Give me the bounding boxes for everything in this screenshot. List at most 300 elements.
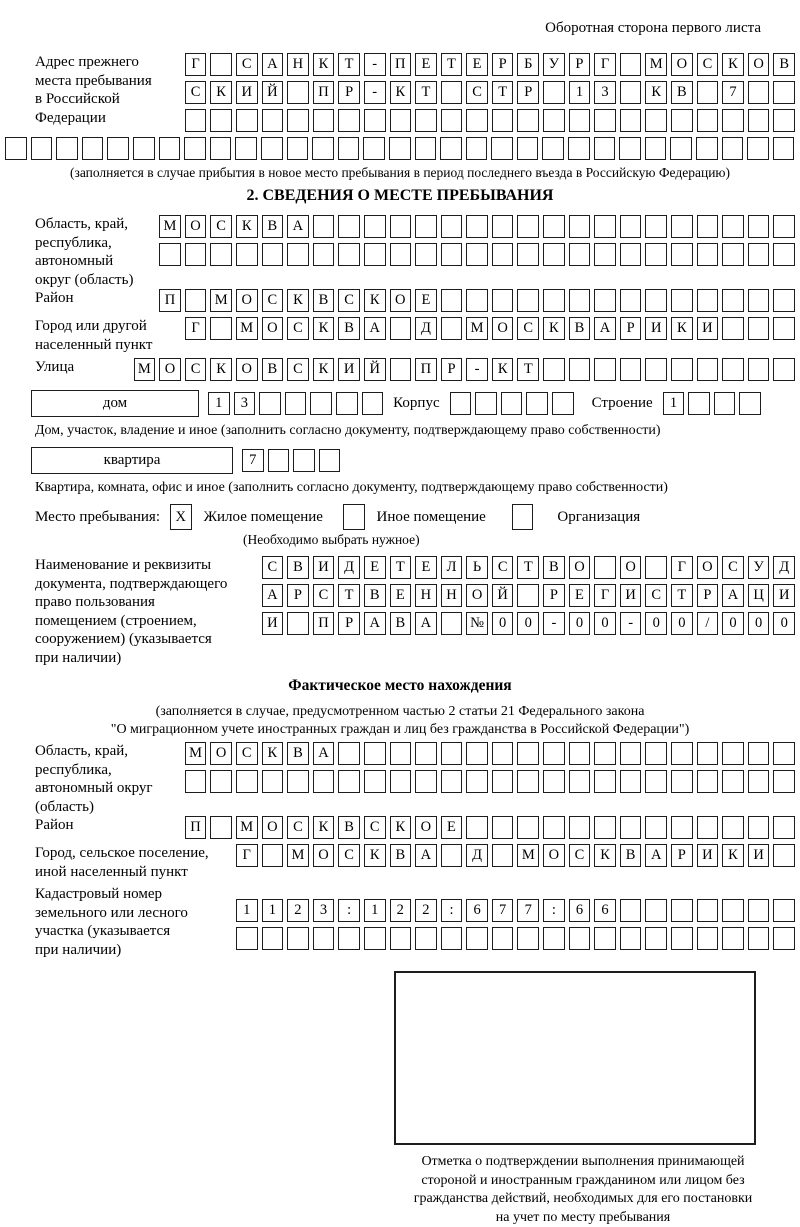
- char-cell[interactable]: [594, 816, 616, 839]
- char-cell[interactable]: 0: [645, 612, 667, 635]
- char-cell[interactable]: [645, 358, 667, 381]
- char-cell[interactable]: Б: [517, 53, 539, 76]
- char-cell[interactable]: С: [262, 556, 284, 579]
- char-cell[interactable]: К: [313, 53, 335, 76]
- char-cell[interactable]: [466, 927, 488, 950]
- char-cell[interactable]: М: [134, 358, 156, 381]
- char-cell[interactable]: [362, 392, 384, 415]
- char-cell[interactable]: Е: [569, 584, 591, 607]
- char-cell[interactable]: [364, 742, 386, 765]
- char-cell[interactable]: [569, 816, 591, 839]
- char-cell[interactable]: [748, 81, 770, 104]
- char-cell[interactable]: [620, 742, 642, 765]
- char-cell[interactable]: Т: [671, 584, 693, 607]
- char-cell[interactable]: [390, 770, 412, 793]
- char-cell[interactable]: [543, 215, 565, 238]
- char-cell[interactable]: [441, 742, 463, 765]
- char-cell[interactable]: [262, 927, 284, 950]
- char-cell[interactable]: С: [185, 358, 207, 381]
- char-cell[interactable]: 0: [517, 612, 539, 635]
- char-cell[interactable]: [542, 137, 564, 160]
- char-cell[interactable]: О: [569, 556, 591, 579]
- char-cell[interactable]: [313, 770, 335, 793]
- char-cell[interactable]: О: [748, 53, 770, 76]
- char-cell[interactable]: [338, 770, 360, 793]
- char-cell[interactable]: О: [159, 358, 181, 381]
- char-cell[interactable]: [466, 289, 488, 312]
- char-cell[interactable]: [645, 243, 667, 266]
- char-cell[interactable]: В: [390, 844, 412, 867]
- char-cell[interactable]: [107, 137, 129, 160]
- char-cell[interactable]: О: [313, 844, 335, 867]
- char-cell[interactable]: [415, 109, 437, 132]
- char-cell[interactable]: К: [722, 53, 744, 76]
- char-cell[interactable]: Г: [185, 317, 207, 340]
- char-cell[interactable]: И: [313, 556, 335, 579]
- char-cell[interactable]: [697, 742, 719, 765]
- char-cell[interactable]: В: [287, 742, 309, 765]
- char-cell[interactable]: [569, 770, 591, 793]
- char-cell[interactable]: 2: [287, 899, 309, 922]
- char-cell[interactable]: Д: [466, 844, 488, 867]
- char-cell[interactable]: В: [313, 289, 335, 312]
- char-cell[interactable]: К: [262, 742, 284, 765]
- char-cell[interactable]: 0: [773, 612, 795, 635]
- char-cell[interactable]: 2: [415, 899, 437, 922]
- char-cell[interactable]: [620, 53, 642, 76]
- char-cell[interactable]: [517, 742, 539, 765]
- char-cell[interactable]: Е: [466, 53, 488, 76]
- char-cell[interactable]: Г: [594, 53, 616, 76]
- char-cell[interactable]: 0: [594, 612, 616, 635]
- char-cell[interactable]: 1: [208, 392, 230, 415]
- char-cell[interactable]: [390, 243, 412, 266]
- char-cell[interactable]: №: [466, 612, 488, 635]
- char-cell[interactable]: Р: [620, 317, 642, 340]
- char-cell[interactable]: [287, 927, 309, 950]
- char-cell[interactable]: [569, 289, 591, 312]
- char-cell[interactable]: [645, 927, 667, 950]
- char-cell[interactable]: 6: [594, 899, 616, 922]
- char-cell[interactable]: [390, 742, 412, 765]
- char-cell[interactable]: [441, 927, 463, 950]
- char-cell[interactable]: П: [415, 358, 437, 381]
- char-cell[interactable]: [441, 289, 463, 312]
- char-cell[interactable]: [773, 816, 795, 839]
- char-cell[interactable]: [722, 927, 744, 950]
- char-cell[interactable]: К: [364, 289, 386, 312]
- char-cell[interactable]: [645, 770, 667, 793]
- char-cell[interactable]: [569, 358, 591, 381]
- char-cell[interactable]: [594, 243, 616, 266]
- char-cell[interactable]: У: [543, 53, 565, 76]
- char-cell[interactable]: [620, 899, 642, 922]
- char-cell[interactable]: 3: [234, 392, 256, 415]
- char-cell[interactable]: 1: [262, 899, 284, 922]
- char-cell[interactable]: Р: [671, 844, 693, 867]
- char-cell[interactable]: [722, 358, 744, 381]
- char-cell[interactable]: [364, 927, 386, 950]
- char-cell[interactable]: Е: [415, 53, 437, 76]
- char-cell[interactable]: [159, 243, 181, 266]
- char-cell[interactable]: П: [313, 81, 335, 104]
- char-cell[interactable]: 3: [594, 81, 616, 104]
- char-cell[interactable]: И: [262, 612, 284, 635]
- char-cell[interactable]: [313, 215, 335, 238]
- char-cell[interactable]: [390, 358, 412, 381]
- char-cell[interactable]: С: [645, 584, 667, 607]
- char-cell[interactable]: С: [492, 556, 514, 579]
- char-cell[interactable]: [645, 109, 667, 132]
- char-cell[interactable]: В: [543, 556, 565, 579]
- char-cell[interactable]: Й: [492, 584, 514, 607]
- char-cell[interactable]: [517, 770, 539, 793]
- char-cell[interactable]: С: [287, 358, 309, 381]
- char-cell[interactable]: С: [466, 81, 488, 104]
- char-cell[interactable]: Р: [697, 584, 719, 607]
- char-cell[interactable]: С: [338, 844, 360, 867]
- char-cell[interactable]: [236, 770, 258, 793]
- char-cell[interactable]: [319, 449, 341, 472]
- char-cell[interactable]: 1: [663, 392, 685, 415]
- char-cell[interactable]: [739, 392, 761, 415]
- char-cell[interactable]: [748, 899, 770, 922]
- char-cell[interactable]: К: [313, 358, 335, 381]
- char-cell[interactable]: В: [262, 358, 284, 381]
- char-cell[interactable]: [722, 770, 744, 793]
- char-cell[interactable]: [773, 317, 795, 340]
- char-cell[interactable]: [310, 392, 332, 415]
- char-cell[interactable]: В: [390, 612, 412, 635]
- char-cell[interactable]: [390, 927, 412, 950]
- char-cell[interactable]: Т: [441, 53, 463, 76]
- char-cell[interactable]: [773, 81, 795, 104]
- char-cell[interactable]: Е: [390, 584, 412, 607]
- char-cell[interactable]: [671, 289, 693, 312]
- char-cell[interactable]: О: [210, 742, 232, 765]
- char-cell[interactable]: [568, 137, 590, 160]
- char-cell[interactable]: В: [338, 816, 360, 839]
- char-cell[interactable]: [543, 81, 565, 104]
- char-cell[interactable]: [466, 215, 488, 238]
- char-cell[interactable]: [313, 109, 335, 132]
- char-cell[interactable]: [697, 215, 719, 238]
- char-cell[interactable]: [159, 137, 181, 160]
- char-cell[interactable]: Е: [415, 556, 437, 579]
- char-cell[interactable]: П: [390, 53, 412, 76]
- char-cell[interactable]: [773, 137, 795, 160]
- char-cell[interactable]: [620, 81, 642, 104]
- char-cell[interactable]: А: [594, 317, 616, 340]
- char-cell[interactable]: [671, 742, 693, 765]
- char-cell[interactable]: Р: [287, 584, 309, 607]
- char-cell[interactable]: [722, 317, 744, 340]
- char-cell[interactable]: [441, 770, 463, 793]
- char-cell[interactable]: -: [466, 358, 488, 381]
- char-cell[interactable]: М: [236, 317, 258, 340]
- char-cell[interactable]: К: [543, 317, 565, 340]
- char-cell[interactable]: [773, 844, 795, 867]
- char-cell[interactable]: [492, 243, 514, 266]
- char-cell[interactable]: [620, 358, 642, 381]
- char-cell[interactable]: [492, 109, 514, 132]
- char-cell[interactable]: [262, 243, 284, 266]
- char-cell[interactable]: [441, 243, 463, 266]
- char-cell[interactable]: [287, 109, 309, 132]
- char-cell[interactable]: Г: [671, 556, 693, 579]
- char-cell[interactable]: [390, 109, 412, 132]
- char-cell[interactable]: [268, 449, 290, 472]
- char-cell[interactable]: [313, 243, 335, 266]
- char-cell[interactable]: [338, 742, 360, 765]
- char-cell[interactable]: [466, 770, 488, 793]
- char-cell[interactable]: А: [262, 53, 284, 76]
- char-cell[interactable]: К: [210, 81, 232, 104]
- char-cell[interactable]: [338, 109, 360, 132]
- char-cell[interactable]: А: [364, 317, 386, 340]
- char-cell[interactable]: С: [313, 584, 335, 607]
- char-cell[interactable]: Р: [338, 81, 360, 104]
- char-cell[interactable]: [773, 358, 795, 381]
- char-cell[interactable]: Г: [185, 53, 207, 76]
- char-cell[interactable]: А: [262, 584, 284, 607]
- char-cell[interactable]: А: [287, 215, 309, 238]
- char-cell[interactable]: [697, 243, 719, 266]
- char-cell[interactable]: [620, 816, 642, 839]
- char-cell[interactable]: Л: [441, 556, 463, 579]
- char-cell[interactable]: [450, 392, 472, 415]
- checkbox-residential[interactable]: X: [170, 504, 192, 530]
- char-cell[interactable]: [517, 927, 539, 950]
- char-cell[interactable]: С: [517, 317, 539, 340]
- char-cell[interactable]: М: [466, 317, 488, 340]
- char-cell[interactable]: [526, 392, 548, 415]
- char-cell[interactable]: [594, 109, 616, 132]
- char-cell[interactable]: [722, 215, 744, 238]
- char-cell[interactable]: [569, 109, 591, 132]
- char-cell[interactable]: [364, 109, 386, 132]
- char-cell[interactable]: [594, 137, 616, 160]
- char-cell[interactable]: [773, 770, 795, 793]
- char-cell[interactable]: [287, 612, 309, 635]
- char-cell[interactable]: /: [697, 612, 719, 635]
- char-cell[interactable]: О: [262, 816, 284, 839]
- char-cell[interactable]: [696, 137, 718, 160]
- char-cell[interactable]: [262, 770, 284, 793]
- char-cell[interactable]: [441, 317, 463, 340]
- char-cell[interactable]: [363, 137, 385, 160]
- char-cell[interactable]: [543, 927, 565, 950]
- char-cell[interactable]: 6: [569, 899, 591, 922]
- char-cell[interactable]: [594, 358, 616, 381]
- char-cell[interactable]: 0: [722, 612, 744, 635]
- char-cell[interactable]: [466, 742, 488, 765]
- char-cell[interactable]: О: [415, 816, 437, 839]
- char-cell[interactable]: 1: [364, 899, 386, 922]
- char-cell[interactable]: [466, 137, 488, 160]
- char-cell[interactable]: К: [236, 215, 258, 238]
- char-cell[interactable]: [82, 137, 104, 160]
- char-cell[interactable]: Т: [415, 81, 437, 104]
- char-cell[interactable]: [697, 899, 719, 922]
- char-cell[interactable]: [313, 927, 335, 950]
- char-cell[interactable]: -: [543, 612, 565, 635]
- char-cell[interactable]: О: [390, 289, 412, 312]
- char-cell[interactable]: [261, 137, 283, 160]
- char-cell[interactable]: Е: [364, 556, 386, 579]
- char-cell[interactable]: К: [390, 816, 412, 839]
- char-cell[interactable]: 0: [748, 612, 770, 635]
- char-cell[interactable]: [338, 927, 360, 950]
- char-cell[interactable]: [31, 137, 53, 160]
- char-cell[interactable]: [620, 927, 642, 950]
- char-cell[interactable]: Й: [262, 81, 284, 104]
- char-cell[interactable]: О: [620, 556, 642, 579]
- char-cell[interactable]: [441, 81, 463, 104]
- char-cell[interactable]: [773, 742, 795, 765]
- char-cell[interactable]: Н: [415, 584, 437, 607]
- char-cell[interactable]: Е: [441, 816, 463, 839]
- char-cell[interactable]: [210, 770, 232, 793]
- char-cell[interactable]: [722, 742, 744, 765]
- char-cell[interactable]: [697, 81, 719, 104]
- char-cell[interactable]: К: [671, 317, 693, 340]
- char-cell[interactable]: [185, 289, 207, 312]
- char-cell[interactable]: [338, 243, 360, 266]
- char-cell[interactable]: [620, 109, 642, 132]
- char-cell[interactable]: [517, 137, 539, 160]
- char-cell[interactable]: С: [236, 53, 258, 76]
- char-cell[interactable]: Т: [517, 358, 539, 381]
- char-cell[interactable]: О: [697, 556, 719, 579]
- char-cell[interactable]: [185, 109, 207, 132]
- char-cell[interactable]: С: [697, 53, 719, 76]
- char-cell[interactable]: [415, 927, 437, 950]
- char-cell[interactable]: [441, 612, 463, 635]
- char-cell[interactable]: [236, 927, 258, 950]
- char-cell[interactable]: [722, 816, 744, 839]
- char-cell[interactable]: 7: [492, 899, 514, 922]
- char-cell[interactable]: [671, 358, 693, 381]
- char-cell[interactable]: [517, 243, 539, 266]
- char-cell[interactable]: [262, 109, 284, 132]
- char-cell[interactable]: [645, 899, 667, 922]
- char-cell[interactable]: [543, 816, 565, 839]
- char-cell[interactable]: [773, 109, 795, 132]
- char-cell[interactable]: С: [210, 215, 232, 238]
- char-cell[interactable]: [552, 392, 574, 415]
- char-cell[interactable]: [543, 109, 565, 132]
- char-cell[interactable]: [543, 770, 565, 793]
- char-cell[interactable]: [492, 289, 514, 312]
- char-cell[interactable]: А: [313, 742, 335, 765]
- char-cell[interactable]: М: [517, 844, 539, 867]
- char-cell[interactable]: [748, 358, 770, 381]
- char-cell[interactable]: 2: [390, 899, 412, 922]
- char-cell[interactable]: 7: [722, 81, 744, 104]
- char-cell[interactable]: И: [236, 81, 258, 104]
- char-cell[interactable]: Т: [390, 556, 412, 579]
- char-cell[interactable]: [293, 449, 315, 472]
- char-cell[interactable]: [210, 243, 232, 266]
- char-cell[interactable]: [492, 844, 514, 867]
- char-cell[interactable]: [773, 243, 795, 266]
- char-cell[interactable]: [543, 289, 565, 312]
- char-cell[interactable]: Н: [287, 53, 309, 76]
- char-cell[interactable]: [56, 137, 78, 160]
- char-cell[interactable]: [336, 392, 358, 415]
- char-cell[interactable]: К: [364, 844, 386, 867]
- char-cell[interactable]: [133, 137, 155, 160]
- char-cell[interactable]: Р: [569, 53, 591, 76]
- char-cell[interactable]: С: [722, 556, 744, 579]
- char-cell[interactable]: [185, 243, 207, 266]
- char-cell[interactable]: [688, 392, 710, 415]
- char-cell[interactable]: [697, 109, 719, 132]
- char-cell[interactable]: А: [645, 844, 667, 867]
- char-cell[interactable]: [517, 215, 539, 238]
- char-cell[interactable]: [415, 742, 437, 765]
- char-cell[interactable]: К: [722, 844, 744, 867]
- char-cell[interactable]: [415, 215, 437, 238]
- char-cell[interactable]: [210, 816, 232, 839]
- char-cell[interactable]: [748, 770, 770, 793]
- char-cell[interactable]: Р: [441, 358, 463, 381]
- char-cell[interactable]: С: [262, 289, 284, 312]
- char-cell[interactable]: [670, 137, 692, 160]
- char-cell[interactable]: [441, 844, 463, 867]
- char-cell[interactable]: [440, 137, 462, 160]
- char-cell[interactable]: [364, 770, 386, 793]
- char-cell[interactable]: [475, 392, 497, 415]
- char-cell[interactable]: 7: [517, 899, 539, 922]
- char-cell[interactable]: [517, 289, 539, 312]
- char-cell[interactable]: [235, 137, 257, 160]
- char-cell[interactable]: В: [569, 317, 591, 340]
- char-cell[interactable]: [748, 927, 770, 950]
- char-cell[interactable]: [671, 927, 693, 950]
- char-cell[interactable]: [415, 243, 437, 266]
- char-cell[interactable]: К: [210, 358, 232, 381]
- char-cell[interactable]: [210, 317, 232, 340]
- char-cell[interactable]: [210, 53, 232, 76]
- char-cell[interactable]: [569, 243, 591, 266]
- char-cell[interactable]: В: [671, 81, 693, 104]
- char-cell[interactable]: 6: [466, 899, 488, 922]
- char-cell[interactable]: [594, 215, 616, 238]
- char-cell[interactable]: В: [287, 556, 309, 579]
- char-cell[interactable]: [517, 109, 539, 132]
- char-cell[interactable]: О: [543, 844, 565, 867]
- char-cell[interactable]: [594, 927, 616, 950]
- char-cell[interactable]: [620, 215, 642, 238]
- char-cell[interactable]: [748, 215, 770, 238]
- char-cell[interactable]: [722, 137, 744, 160]
- char-cell[interactable]: [364, 215, 386, 238]
- char-cell[interactable]: Р: [492, 53, 514, 76]
- char-cell[interactable]: [441, 215, 463, 238]
- char-cell[interactable]: [748, 742, 770, 765]
- char-cell[interactable]: [569, 927, 591, 950]
- char-cell[interactable]: [773, 215, 795, 238]
- char-cell[interactable]: [492, 770, 514, 793]
- char-cell[interactable]: 1: [236, 899, 258, 922]
- char-cell[interactable]: [773, 927, 795, 950]
- char-cell[interactable]: [748, 289, 770, 312]
- char-cell[interactable]: В: [338, 317, 360, 340]
- char-cell[interactable]: О: [236, 358, 258, 381]
- char-cell[interactable]: С: [364, 816, 386, 839]
